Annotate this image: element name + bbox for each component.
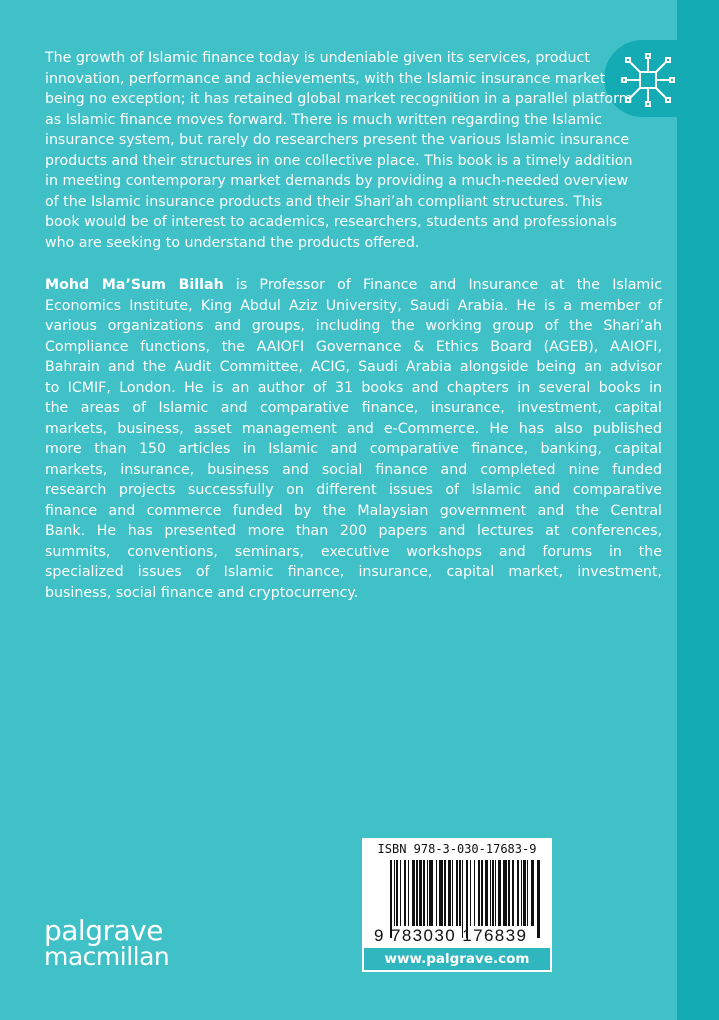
bio-line: markets, insurance, business and social finance and completed nine funded [45,461,662,478]
barcode-bar [523,860,526,926]
bio-line: the areas of Islamic and comparative finance, insurance, investment, capital [45,400,662,416]
bio-line: research projects successfully on different issues of Islamic and comparative [45,482,662,498]
bio-line: Mohd Ma’Sum Billah is Professor of Finance and Insurance at the Islamic [45,277,662,293]
author-bio [45,275,662,603]
barcode-bar [456,860,458,926]
barcode-bar [408,860,409,926]
publisher-url: www.palgrave.com [364,948,550,970]
barcode-bar [459,860,461,926]
isbn-label: ISBN 978-3-030-17683-9 [377,842,537,856]
bio-line: Bahrain and the Audit Committee, ACIG, Saudi Arabia alongside being an advisor [45,359,662,375]
barcode-bar [531,860,534,926]
author-name: Mohd Ma’Sum Billah [45,277,224,293]
barcode-bar [400,860,401,926]
description-line: innovation, performance and achievements, with the Islamic insurance market [45,70,606,87]
barcode-bar [436,860,437,926]
description-line: book would be of interest to academics, researchers, students and professionals [45,214,617,230]
barcode-bar [452,860,453,926]
bio-line: Economics Institute, King Abdul Aziz University, Saudi Arabia. He is a member of [45,297,662,314]
barcode-bar [404,860,406,926]
description-line: The growth of Islamic finance today is undeniable given its services, product [45,50,590,66]
description-line: being no exception; it has retained global market recognition in a parallel platform [45,91,633,107]
barcode-bar [537,860,540,938]
barcode-bar [448,860,451,926]
barcode-bar [412,860,415,926]
description-line: as Islamic finance moves forward. There is much written regarding the Islamic [45,111,602,128]
barcode-bar [521,860,522,926]
bio-line: Compliance functions, the AAIOFI Governance & Ethics Board (AGEB), AAIOFI, [45,338,662,355]
barcode-bar [508,860,510,926]
barcode-bar [429,860,433,926]
barcode-bar [423,860,425,926]
barcode-bar [498,860,501,926]
bio-line: more than 150 articles in Islamic and comparative finance, banking, capital [45,441,662,457]
barcode-bar [485,860,488,926]
book-description [45,48,662,253]
bio-line: various organizations and groups, including the working group of the Shari’ah [45,318,662,334]
description-line: products and their structures in one collective place. This book is a timely addition [45,152,633,169]
bio-line: specialized issues of Islamic finance, insurance, capital market, investment, [45,564,662,580]
bio-line: Bank. He has presented more than 200 papers and lectures at conferences, [45,523,662,539]
barcode-bar [470,860,471,926]
barcode-bar [481,860,483,926]
barcode-bar [517,860,519,926]
barcode-bar [503,860,507,926]
publisher-logo-line1: palgrave [44,914,163,947]
description-line: who are seeking to understand the products offered. [45,234,420,251]
barcode-bar [427,860,428,926]
barcode-bar [394,860,395,926]
bio-line: business, social finance and cryptocurrency. [45,584,359,601]
description-line: insurance system, but rarely do researchers present the various Islamic insurance [45,132,630,148]
ean-number: 9 783030 176839 [374,926,528,945]
bio-line: markets, business, asset management and e-Commerce. He has also published [45,420,662,437]
barcode-bar [444,860,446,926]
description-line: in meeting contemporary market demands by providing a much-needed overview [45,173,629,189]
barcode-bar [474,860,475,926]
publisher-logo-line2: macmillan [44,942,170,971]
isbn-barcode-box [362,838,552,972]
bio-line: to ICMIF, London. He is an author of 31 books and chapters in several books in [45,379,662,396]
barcode-bar [495,860,496,926]
barcode-bar [527,860,528,926]
barcode-bar [396,860,398,926]
description-line: of the Islamic insurance products and their Shari’ah compliant structures. This [45,193,603,210]
book-spine [677,0,719,1020]
bio-line: summits, conventions, seminars, executive workshops and forums in the [45,543,662,560]
barcode-bar [478,860,480,926]
barcode-bar [439,860,443,926]
barcode-bar [492,860,494,926]
bio-line: finance and commerce funded by the Malaysian government and the Central [45,502,662,519]
barcode-bar [490,860,491,926]
publisher-logo [44,914,170,971]
barcode-bar [416,860,418,926]
barcode-bar [512,860,514,926]
barcode-bar [419,860,422,926]
